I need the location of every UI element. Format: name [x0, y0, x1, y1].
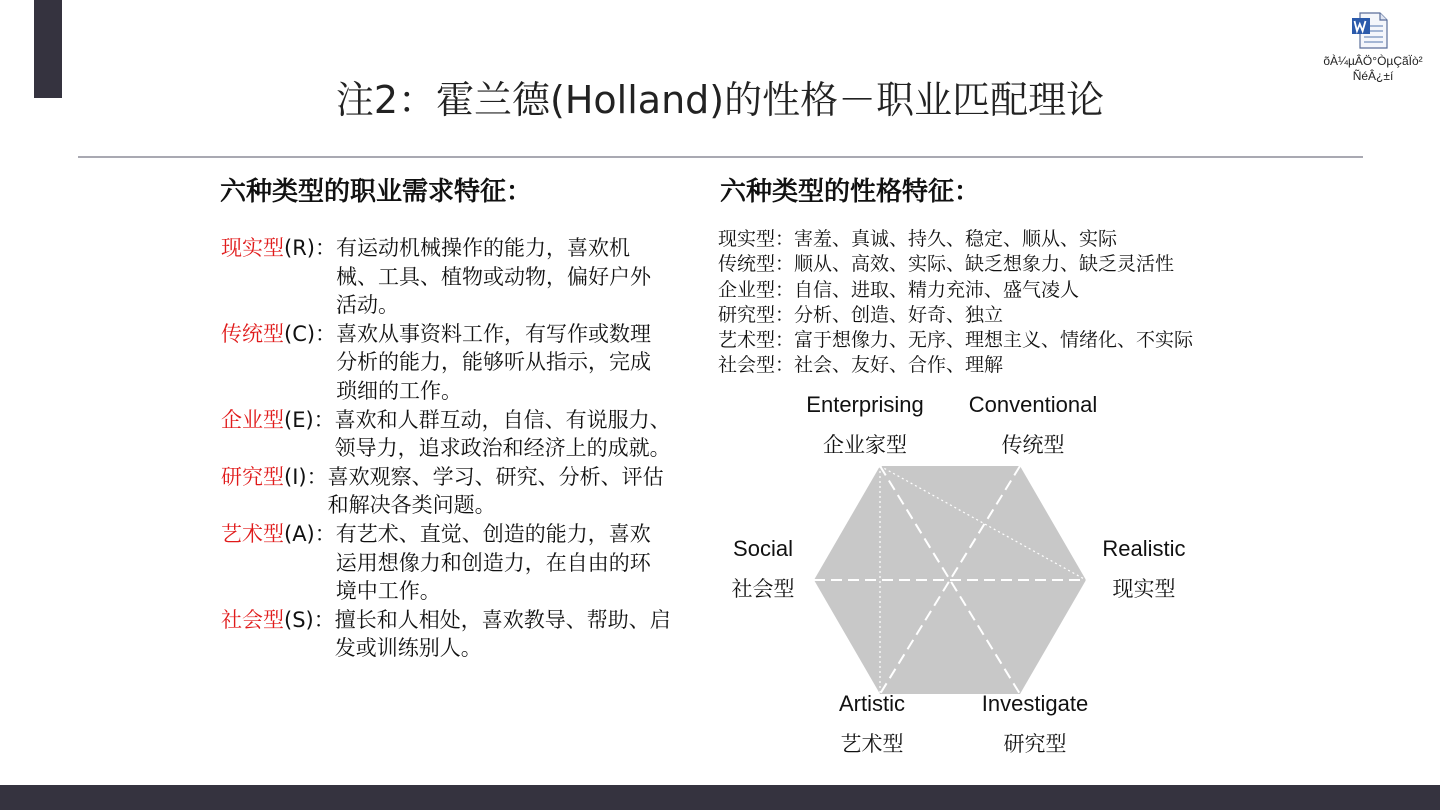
job-type-label: 企业型: [221, 407, 284, 432]
job-type-code: (A)：: [284, 521, 336, 546]
job-description: 喜欢观察、学习、研究、分析、评估和解决各类问题。: [327, 464, 664, 518]
job-item-enterprising: [221, 406, 671, 463]
job-type-code: (E)：: [284, 407, 335, 432]
personality-traits-heading: 六种类型的性格特征：: [720, 177, 981, 207]
job-item-realistic: [221, 234, 671, 320]
footer-bar: [0, 785, 1440, 810]
job-type-label: 社会型: [221, 607, 284, 632]
job-description: 有运动机械操作的能力，喜欢机械、工具、植物或动物，偏好户外活动。: [335, 236, 651, 318]
job-type-label: 艺术型: [221, 521, 284, 546]
job-type-code: (C)：: [284, 321, 337, 346]
trait-row-enterprising: 企业型：自信、进取、精力充沛、盛气凌人: [718, 278, 1080, 301]
page-title: 注2：霍兰德(Holland)的性格－职业匹配理论: [335, 78, 1105, 122]
job-type-code: (S)：: [284, 607, 335, 632]
hexagon-label-conventional: Conventional 传统型: [968, 392, 1098, 457]
job-type-code: (I)：: [284, 464, 328, 489]
trait-row-investigative: 研究型：分析、创造、好奇、独立: [718, 303, 1004, 326]
job-item-artistic: [221, 520, 671, 606]
job-description: 喜欢和人群互动，自信、有说服力、领导力，追求政治和经济上的成就。: [334, 407, 671, 461]
trait-row-artistic: 艺术型：富于想像力、无序、理想主义、情绪化、不实际: [718, 329, 1194, 352]
job-item-investigative: [221, 463, 671, 520]
attachment-caption[interactable]: õÀ¼µÂÖ°ÒµÇãÏò² ÑéÂ¿±í: [1323, 54, 1423, 83]
trait-row-conventional: 传统型：顺从、高效、实际、缺乏想象力、缺乏灵活性: [718, 253, 1175, 276]
word-document-icon[interactable]: [1350, 10, 1390, 50]
hexagon-label-investigate: Investigate 研究型: [981, 691, 1089, 756]
trait-row-realistic: 现实型：害羞、真诚、持久、稳定、顺从、实际: [718, 228, 1118, 250]
job-type-label: 传统型: [221, 321, 284, 346]
trait-row-social: 社会型：社会、友好、合作、理解: [718, 354, 1004, 377]
hexagon-label-social: Social 社会型: [731, 536, 795, 601]
personality-traits-list: [718, 227, 1278, 379]
job-item-social: [221, 606, 671, 663]
hexagon-label-artistic: Artistic 艺术型: [839, 691, 905, 756]
hexagon-label-enterprising: Enterprising 企业家型: [806, 392, 924, 457]
holland-hexagon: [810, 466, 1090, 694]
job-type-label: 研究型: [221, 464, 284, 489]
job-type-label: 现实型: [221, 236, 284, 260]
job-description: 喜欢从事资料工作，有写作或数理分析的能力，能够听从指示，完成琐细的工作。: [336, 321, 652, 403]
job-description: 有艺术、直觉、创造的能力，喜欢运用想像力和创造力，在自由的环境中工作。: [335, 521, 651, 604]
job-needs-list: [221, 234, 671, 663]
job-description: 擅长和人相处，喜欢教导、帮助、启发或训练别人。: [334, 607, 671, 661]
title-divider: [78, 156, 1363, 158]
job-needs-heading: 六种类型的职业需求特征：: [220, 177, 533, 207]
hexagon-label-realistic: Realistic 现实型: [1102, 536, 1186, 601]
job-type-code: (R)：: [284, 236, 336, 260]
job-item-conventional: [221, 320, 671, 406]
